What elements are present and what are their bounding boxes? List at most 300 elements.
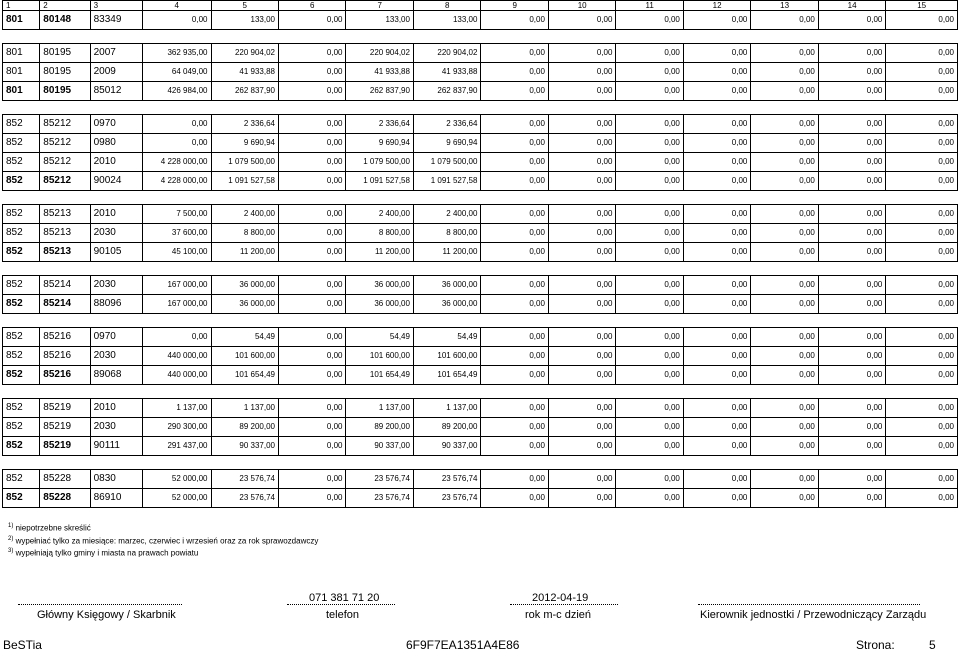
table-cell: 4 228 000,00 (143, 172, 212, 191)
table-cell: 85213 (40, 205, 90, 224)
table-cell: 0,00 (616, 276, 683, 295)
table-cell: 0,00 (751, 172, 818, 191)
footnotes (8, 521, 318, 559)
table-cell: 0,00 (886, 134, 958, 153)
table-cell: 0,00 (481, 347, 548, 366)
table-cell: 36 000,00 (211, 276, 278, 295)
table-cell: 0,00 (683, 172, 750, 191)
column-number: 9 (481, 1, 548, 11)
table-cell: 852 (3, 224, 40, 243)
table-cell: 90111 (90, 437, 142, 456)
table-cell: 0,00 (481, 418, 548, 437)
table-cell: 85213 (40, 243, 90, 262)
table-cell: 23 576,74 (346, 489, 413, 508)
table-cell: 85228 (40, 470, 90, 489)
table-cell: 0,00 (818, 347, 885, 366)
column-number: 7 (346, 1, 413, 11)
table-cell: 0,00 (278, 437, 345, 456)
table-cell: 88096 (90, 295, 142, 314)
table-cell: 220 904,02 (346, 44, 413, 63)
table-cell: 41 933,88 (346, 63, 413, 82)
table-cell: 0,00 (751, 437, 818, 456)
column-number: 8 (413, 1, 480, 11)
table-cell: 0,00 (751, 328, 818, 347)
table-cell: 0,00 (886, 153, 958, 172)
table-cell: 85214 (40, 276, 90, 295)
table-cell: 167 000,00 (143, 295, 212, 314)
table-cell: 0,00 (683, 418, 750, 437)
table-cell: 0,00 (683, 366, 750, 385)
table-cell: 0,00 (616, 470, 683, 489)
table-cell: 2010 (90, 205, 142, 224)
table-cell: 90 337,00 (346, 437, 413, 456)
table-cell: 80195 (40, 44, 90, 63)
group-spacer (3, 191, 958, 205)
table-cell: 852 (3, 205, 40, 224)
footer-code: 6F9F7EA1351A4E86 (406, 638, 520, 652)
table-cell: 0,00 (548, 276, 615, 295)
column-number: 3 (90, 1, 142, 11)
table-cell: 0,00 (818, 418, 885, 437)
table-row (3, 276, 958, 295)
table-cell: 0,00 (616, 153, 683, 172)
table-cell: 0,00 (616, 44, 683, 63)
table-cell: 36 000,00 (346, 295, 413, 314)
table-cell: 0,00 (886, 328, 958, 347)
table-cell: 133,00 (346, 11, 413, 30)
table-row (3, 224, 958, 243)
column-number: 14 (818, 1, 885, 11)
table-cell: 0,00 (616, 243, 683, 262)
table-cell: 0,00 (818, 205, 885, 224)
table-cell: 11 200,00 (211, 243, 278, 262)
table-cell: 0,00 (886, 295, 958, 314)
table-cell: 41 933,88 (211, 63, 278, 82)
table-cell: 0,00 (278, 115, 345, 134)
table-cell: 2030 (90, 224, 142, 243)
table-cell: 0,00 (886, 11, 958, 30)
table-cell: 90024 (90, 172, 142, 191)
table-cell: 2 400,00 (413, 205, 480, 224)
table-cell: 37 600,00 (143, 224, 212, 243)
table-cell: 23 576,74 (211, 489, 278, 508)
table-cell: 45 100,00 (143, 243, 212, 262)
table-cell: 2030 (90, 276, 142, 295)
group-spacer (3, 101, 958, 115)
table-cell: 0,00 (278, 44, 345, 63)
footer-app-name: BeSTia (3, 638, 42, 652)
table-cell: 23 576,74 (413, 489, 480, 508)
table-cell: 2 336,64 (413, 115, 480, 134)
table-cell: 133,00 (211, 11, 278, 30)
table-cell: 0,00 (616, 224, 683, 243)
table-cell: 0,00 (683, 115, 750, 134)
table-row (3, 205, 958, 224)
table-cell: 852 (3, 437, 40, 456)
table-cell: 9 690,94 (211, 134, 278, 153)
table-cell: 0,00 (683, 276, 750, 295)
table-cell: 52 000,00 (143, 489, 212, 508)
table-cell: 0,00 (683, 347, 750, 366)
table-cell: 0,00 (751, 44, 818, 63)
table-cell: 0,00 (548, 328, 615, 347)
table-row (3, 328, 958, 347)
footnote: $^{2)}$ wypełniać tylko za miesiące: marzec, czerwiec i wrzesień oraz za rok sprawozdawczy (8, 535, 319, 546)
table-cell: 0,00 (278, 347, 345, 366)
table-cell: 0,00 (751, 243, 818, 262)
table-cell: 54,49 (211, 328, 278, 347)
table-row (3, 347, 958, 366)
date-label: rok m-c dzień (525, 609, 592, 621)
date-line (510, 604, 618, 605)
table-cell: 0,00 (886, 418, 958, 437)
table-row (3, 44, 958, 63)
table-cell: 852 (3, 134, 40, 153)
group-spacer (3, 314, 958, 328)
column-number: 5 (211, 1, 278, 11)
table-cell: 0,00 (278, 418, 345, 437)
table-cell: 36 000,00 (211, 295, 278, 314)
table-cell: 290 300,00 (143, 418, 212, 437)
table-cell: 0,00 (548, 418, 615, 437)
table-cell: 101 600,00 (211, 347, 278, 366)
table-cell: 0,00 (481, 224, 548, 243)
table-cell: 0,00 (751, 399, 818, 418)
phone-line (287, 604, 395, 605)
table-cell: 2030 (90, 347, 142, 366)
table-cell: 0,00 (616, 328, 683, 347)
table-cell: 0,00 (886, 63, 958, 82)
table-cell: 2010 (90, 153, 142, 172)
summary-row (3, 82, 958, 101)
column-number: 1 (3, 1, 40, 11)
table-cell: 852 (3, 347, 40, 366)
table-cell: 0,00 (886, 437, 958, 456)
table-cell: 23 576,74 (346, 470, 413, 489)
table-cell: 0,00 (548, 63, 615, 82)
table-cell: 801 (3, 44, 40, 63)
table-cell: 0,00 (751, 63, 818, 82)
table-cell: 852 (3, 399, 40, 418)
table-cell: 0,00 (481, 276, 548, 295)
table-cell: 0970 (90, 328, 142, 347)
table-cell: 426 984,00 (143, 82, 212, 101)
table-row (3, 63, 958, 82)
table-cell: 1 091 527,58 (346, 172, 413, 191)
table-cell: 0,00 (481, 115, 548, 134)
table-cell: 0,00 (751, 82, 818, 101)
table-cell: 11 200,00 (346, 243, 413, 262)
table-cell: 440 000,00 (143, 347, 212, 366)
footnote: $^{1)}$ niepotrzebne skreślić (8, 523, 91, 533)
table-cell: 0,00 (818, 295, 885, 314)
table-cell: 2 400,00 (211, 205, 278, 224)
table-cell: 0,00 (683, 489, 750, 508)
table-cell: 9 690,94 (346, 134, 413, 153)
table-cell: 54,49 (346, 328, 413, 347)
table-cell: 0,00 (548, 224, 615, 243)
table-cell: 89 200,00 (413, 418, 480, 437)
table-cell: 11 200,00 (413, 243, 480, 262)
table-cell: 0,00 (548, 243, 615, 262)
table-cell: 0,00 (886, 115, 958, 134)
table-cell: 0,00 (683, 205, 750, 224)
table-cell: 80195 (40, 82, 90, 101)
table-cell: 1 137,00 (143, 399, 212, 418)
table-cell: 0,00 (818, 243, 885, 262)
column-number: 4 (143, 1, 212, 11)
table-cell: 0,00 (818, 437, 885, 456)
column-number-row (3, 1, 958, 11)
table-cell: 0,00 (818, 82, 885, 101)
group-spacer (3, 385, 958, 399)
table-cell: 85012 (90, 82, 142, 101)
table-cell: 0,00 (616, 134, 683, 153)
table-cell: 852 (3, 328, 40, 347)
table-cell: 0,00 (683, 243, 750, 262)
table-cell: 85216 (40, 328, 90, 347)
table-cell: 0,00 (481, 470, 548, 489)
table-cell: 41 933,88 (413, 63, 480, 82)
table-row (3, 153, 958, 172)
table-cell: 0,00 (548, 347, 615, 366)
summary-row (3, 366, 958, 385)
table-cell: 0,00 (481, 437, 548, 456)
accountant-signature-line (18, 604, 182, 605)
table-cell: 0,00 (818, 276, 885, 295)
table-cell: 0,00 (278, 328, 345, 347)
table-cell: 0,00 (616, 82, 683, 101)
table-cell: 36 000,00 (413, 295, 480, 314)
table-cell: 2009 (90, 63, 142, 82)
table-cell: 101 654,49 (413, 366, 480, 385)
summary-row (3, 437, 958, 456)
table-cell: 0,00 (143, 328, 212, 347)
table-cell: 0,00 (616, 63, 683, 82)
table-cell: 85228 (40, 489, 90, 508)
table-cell: 101 654,49 (346, 366, 413, 385)
table-cell: 36 000,00 (346, 276, 413, 295)
table-row (3, 418, 958, 437)
table-cell: 0,00 (548, 489, 615, 508)
table-cell: 8 800,00 (346, 224, 413, 243)
table-cell: 0,00 (481, 366, 548, 385)
table-cell: 0,00 (751, 276, 818, 295)
table-row (3, 399, 958, 418)
table-cell: 1 137,00 (413, 399, 480, 418)
table-cell: 801 (3, 63, 40, 82)
table-cell: 0,00 (818, 44, 885, 63)
accountant-label: Główny Księgowy / Skarbnik (37, 609, 176, 621)
table-cell: 52 000,00 (143, 470, 212, 489)
table-cell: 2010 (90, 399, 142, 418)
summary-row (3, 489, 958, 508)
table-cell: 0,00 (548, 172, 615, 191)
table-cell: 0,00 (751, 153, 818, 172)
table-cell: 0,00 (616, 347, 683, 366)
column-number: 11 (616, 1, 683, 11)
column-number: 2 (40, 1, 90, 11)
table-cell: 0,00 (278, 205, 345, 224)
table-cell: 0,00 (616, 172, 683, 191)
table-cell: 54,49 (413, 328, 480, 347)
table-cell: 0,00 (683, 63, 750, 82)
table-cell: 0,00 (751, 134, 818, 153)
table-cell: 85219 (40, 399, 90, 418)
table-cell: 2 336,64 (211, 115, 278, 134)
table-cell: 83349 (90, 11, 142, 30)
table-cell: 0,00 (481, 134, 548, 153)
table-cell: 0,00 (751, 11, 818, 30)
table-cell: 0830 (90, 470, 142, 489)
table-cell: 852 (3, 276, 40, 295)
table-cell: 0,00 (751, 115, 818, 134)
table-cell: 0,00 (481, 172, 548, 191)
table-cell: 0,00 (481, 63, 548, 82)
table-cell: 89 200,00 (346, 418, 413, 437)
column-number: 12 (683, 1, 750, 11)
column-number: 6 (278, 1, 345, 11)
table-cell: 0,00 (143, 11, 212, 30)
table-cell: 0,00 (751, 205, 818, 224)
group-spacer (3, 456, 958, 470)
table-cell: 0,00 (818, 328, 885, 347)
table-row (3, 115, 958, 134)
table-cell: 80195 (40, 63, 90, 82)
table-cell: 0,00 (683, 399, 750, 418)
table-cell: 0,00 (616, 115, 683, 134)
table-cell: 0,00 (548, 437, 615, 456)
table-cell: 0,00 (886, 276, 958, 295)
table-cell: 0,00 (548, 134, 615, 153)
table-cell: 0,00 (278, 366, 345, 385)
table-cell: 0,00 (616, 366, 683, 385)
column-number: 15 (886, 1, 958, 11)
table-cell: 23 576,74 (413, 470, 480, 489)
table-cell: 262 837,90 (211, 82, 278, 101)
table-cell: 0,00 (751, 489, 818, 508)
table-cell: 0,00 (818, 115, 885, 134)
table-cell: 1 079 500,00 (413, 153, 480, 172)
table-cell: 167 000,00 (143, 276, 212, 295)
table-cell: 7 500,00 (143, 205, 212, 224)
table-cell: 0,00 (683, 295, 750, 314)
table-cell: 0,00 (818, 470, 885, 489)
table-cell: 0,00 (616, 11, 683, 30)
table-cell: 0,00 (278, 399, 345, 418)
table-cell: 0,00 (548, 115, 615, 134)
table-cell: 2007 (90, 44, 142, 63)
table-cell: 9 690,94 (413, 134, 480, 153)
table-cell: 0,00 (683, 82, 750, 101)
table-cell: 8 800,00 (413, 224, 480, 243)
table-cell: 0,00 (683, 328, 750, 347)
table-cell: 133,00 (413, 11, 480, 30)
table-cell: 0,00 (616, 418, 683, 437)
table-cell: 0,00 (481, 153, 548, 172)
footnote: $^{3)}$ wypełniają tylko gminy i miasta na prawach powiatu (8, 548, 199, 558)
table-cell: 0,00 (548, 366, 615, 385)
summary-row (3, 11, 958, 30)
table-cell: 90 337,00 (211, 437, 278, 456)
table-cell: 0,00 (818, 11, 885, 30)
table-cell: 0,00 (481, 328, 548, 347)
table-cell: 0,00 (278, 134, 345, 153)
table-cell: 0,00 (886, 205, 958, 224)
summary-row (3, 172, 958, 191)
group-spacer (3, 30, 958, 44)
table-cell: 0,00 (751, 347, 818, 366)
table-cell: 0,00 (481, 489, 548, 508)
table-cell: 1 137,00 (346, 399, 413, 418)
table-cell: 0,00 (683, 470, 750, 489)
table-cell: 0,00 (683, 134, 750, 153)
table-cell: 0,00 (886, 399, 958, 418)
table-cell: 0,00 (751, 366, 818, 385)
table-cell: 852 (3, 295, 40, 314)
table-cell: 852 (3, 489, 40, 508)
table-cell: 85219 (40, 418, 90, 437)
summary-row (3, 243, 958, 262)
table-cell: 101 600,00 (413, 347, 480, 366)
table-row (3, 134, 958, 153)
table-cell: 0,00 (278, 153, 345, 172)
table-cell: 0,00 (548, 82, 615, 101)
table-cell: 85216 (40, 347, 90, 366)
table-cell: 0,00 (886, 243, 958, 262)
table-cell: 852 (3, 418, 40, 437)
table-cell: 0,00 (886, 470, 958, 489)
table-cell: 0,00 (278, 11, 345, 30)
table-cell: 1 137,00 (211, 399, 278, 418)
table-cell: 852 (3, 243, 40, 262)
table-cell: 0,00 (548, 399, 615, 418)
table-cell: 0,00 (818, 172, 885, 191)
table-cell: 86910 (90, 489, 142, 508)
table-cell: 362 935,00 (143, 44, 212, 63)
table-cell: 85216 (40, 366, 90, 385)
table-cell: 0,00 (278, 276, 345, 295)
table-cell: 0,00 (548, 153, 615, 172)
head-signature-line (698, 604, 920, 605)
table-cell: 90105 (90, 243, 142, 262)
table-cell: 85212 (40, 115, 90, 134)
group-spacer (3, 262, 958, 276)
table-cell: 0,00 (751, 295, 818, 314)
table-cell: 0,00 (818, 489, 885, 508)
table-cell: 262 837,90 (413, 82, 480, 101)
table-cell: 0,00 (616, 399, 683, 418)
table-cell: 0,00 (886, 172, 958, 191)
summary-row (3, 295, 958, 314)
table-cell: 0,00 (886, 82, 958, 101)
date-value: 2012-04-19 (532, 592, 589, 604)
footer-page-number: 5 (929, 638, 936, 652)
table-cell: 0,00 (683, 153, 750, 172)
table-cell: 0,00 (886, 347, 958, 366)
table-cell: 0,00 (548, 44, 615, 63)
table-cell: 220 904,02 (211, 44, 278, 63)
report-table (2, 0, 958, 508)
table-cell: 0,00 (481, 44, 548, 63)
table-cell: 36 000,00 (413, 276, 480, 295)
column-number: 13 (751, 1, 818, 11)
table-cell: 0,00 (481, 205, 548, 224)
table-cell: 220 904,02 (413, 44, 480, 63)
table-cell: 0,00 (143, 134, 212, 153)
table-cell: 89 200,00 (211, 418, 278, 437)
table-cell: 0,00 (886, 44, 958, 63)
